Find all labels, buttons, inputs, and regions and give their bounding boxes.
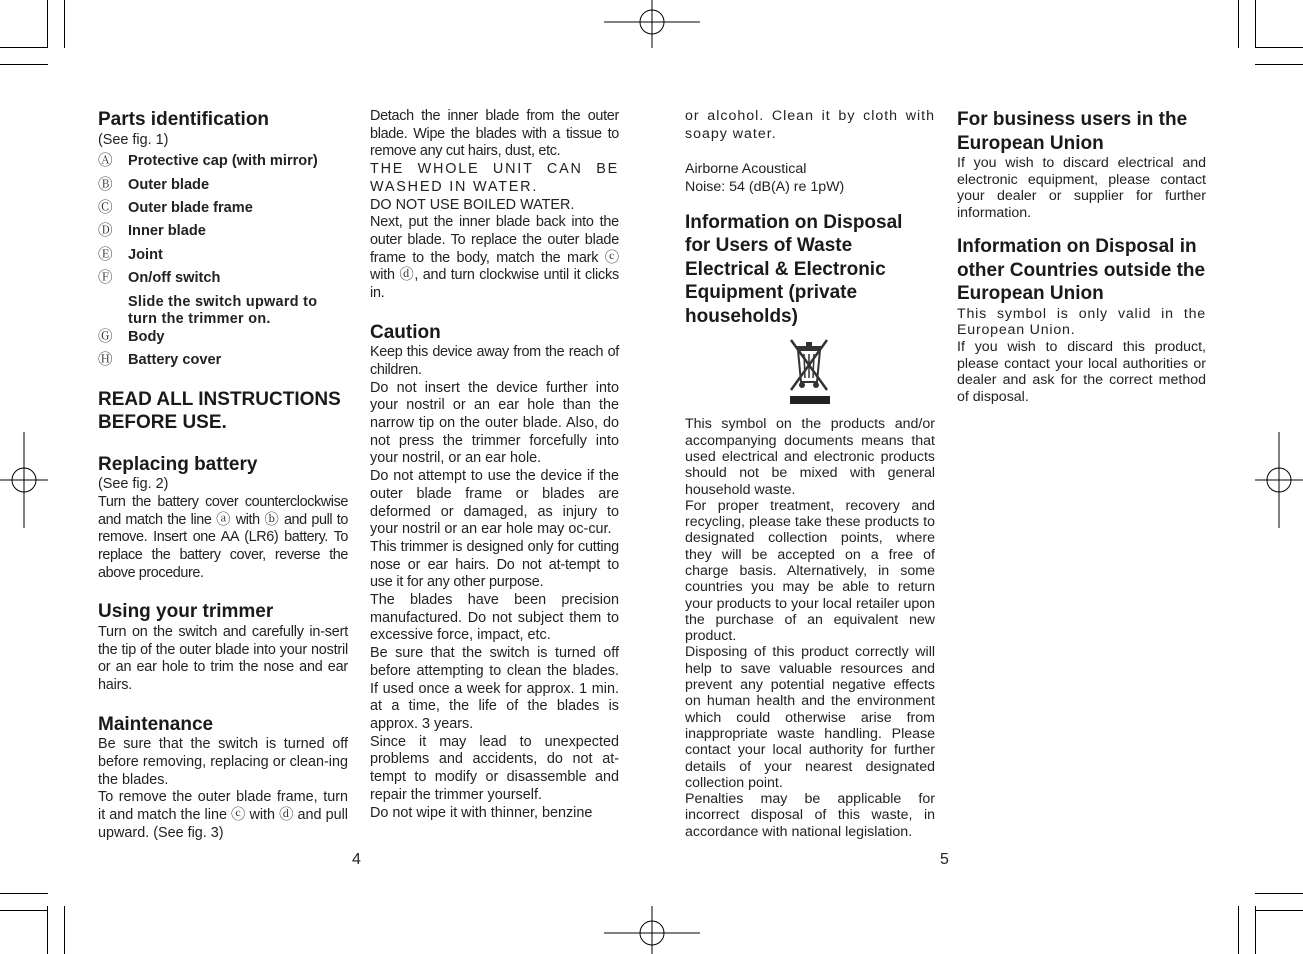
column-1 bbox=[98, 108, 348, 842]
caution-item: Be sure that the switch is turned off before attempting to clean the blades. If used once a week for approx. 1 min. at a time, the life of the blades is approx. 3 years. bbox=[370, 645, 619, 732]
column-3 bbox=[685, 108, 935, 840]
caution-item: This trimmer is designed only for cutting nose or ear hairs. Do not at-tempt to use it for any other purpose. bbox=[370, 538, 619, 591]
battery-ref: (See fig. 2) bbox=[98, 476, 169, 493]
business-title: For business users in the European Union bbox=[957, 109, 1188, 154]
caution-item: Keep this device away from the reach of children. bbox=[370, 344, 619, 378]
detach-text: Detach the inner blade from the outer blade. Wipe the blades with a tissue to remove any cut hairs, dust, etc. bbox=[370, 108, 619, 160]
registration-mark-left bbox=[0, 432, 48, 528]
maintenance-text-1: Be sure that the switch is turned off before removing, replacing or clean-ing the blades. bbox=[98, 736, 348, 788]
disposal-item: Penalties may be applicable for incorrect disposal of this waste, in accordance with national legislation. bbox=[685, 791, 935, 840]
caution-item: Do not wipe it with thinner, benzine bbox=[370, 804, 593, 821]
caution-item: Do not insert the device further into your nostril or an ear hole than the narrow tip on the outer blade. Also, do not press the trimmer forcefully into your nostril, or an ear hole. bbox=[370, 379, 619, 467]
continued-text: or alcohol. Clean it by cloth with soapy water. bbox=[685, 108, 935, 142]
next-text: Next, put the inner blade back into the outer blade. To replace the outer blade frame to the body, match the mark ⓒ with ⓓ, and turn clockwise until it clicks in. bbox=[370, 214, 619, 302]
list-item: Ⓓ Inner blade bbox=[98, 223, 206, 240]
other-countries-title: Information on Disposal in other Countries outside the European Union bbox=[957, 236, 1206, 305]
maintenance-text-2: To remove the outer blade frame, turn it and match the line ⓒ with ⓓ and pull upward. (See fig. 3) bbox=[98, 789, 348, 841]
registration-mark-bottom bbox=[604, 906, 700, 954]
registration-mark-top bbox=[604, 0, 700, 48]
disposal-item: This symbol on the products and/or accompanying documents means that used electrical and electronic products should not be mixed with general household waste. bbox=[685, 416, 935, 498]
noise-value: Noise: 54 (dB(A) re 1pW) bbox=[685, 179, 845, 196]
caution-item: Since it may lead to unexpected problems and accidents, do not at-tempt to modify or disassemble and repair the trimmer yourself. bbox=[370, 733, 619, 803]
registration-mark-right bbox=[1255, 432, 1303, 528]
no-boiled-text: DO NOT USE BOILED WATER. bbox=[370, 196, 575, 213]
noise-label: Airborne Acoustical bbox=[685, 161, 807, 178]
list-item: Ⓒ Outer blade frame bbox=[98, 199, 253, 216]
disposal-title: Information on Disposal for Users of Waste Electrical & Electronic Equipment (private households) bbox=[685, 211, 903, 327]
disposal-item: Disposing of this product correctly will help to save valuable resources and prevent any potential negative effects on human health and the environment which could otherwise arise from inappropriate waste handling. Please contact your local authority for further details of your nearest designated collection point. bbox=[685, 644, 935, 791]
list-item: Ⓕ On/off switch bbox=[98, 270, 221, 287]
read-all-heading: READ ALL INSTRUCTIONS BEFORE USE. bbox=[98, 388, 341, 434]
parts-list bbox=[98, 153, 348, 287]
list-item: Ⓔ Joint bbox=[98, 246, 163, 263]
caution-title: Caution bbox=[370, 321, 441, 343]
parts-title: Parts identification bbox=[98, 109, 270, 130]
list-item: Ⓑ Outer blade bbox=[98, 176, 210, 193]
parts-ref: (See fig. 1) bbox=[98, 131, 169, 148]
using-text: Turn on the switch and carefully in-sert the tip of the outer blade into your nostril or an ear hole to trim the nose and ear hairs. bbox=[98, 623, 348, 694]
page-number-right: 5 bbox=[940, 851, 949, 868]
other-countries-text-2: If you wish to discard this product, please contact your local authorities or dealer and ask for the correct method of disposal. bbox=[957, 339, 1206, 405]
crossed-out-bin-icon bbox=[787, 336, 833, 406]
caution-item: Do not attempt to use the device if the outer blade frame or blades are deformed or damaged, as injury to your nostril or an ear hole may oc-cur. bbox=[370, 468, 619, 538]
battery-title: Replacing battery bbox=[98, 453, 258, 475]
parts-list-2 bbox=[98, 329, 348, 370]
caution-item: The blades have been precision manufactured. Do not subject them to excessive force, impact, etc. bbox=[370, 592, 619, 644]
washed-text: THE WHOLE UNIT CAN BE WASHED IN WATER. bbox=[370, 161, 619, 195]
disposal-item: For proper treatment, recovery and recycling, please take these products to designated collection points, where they will be accepted on a free of charge basis. Alternatively, in some countries you may be able to return your products to your local retailer upon the purchase of an equivalent new product. bbox=[685, 497, 935, 645]
list-item: Ⓗ Battery cover bbox=[98, 352, 222, 369]
list-item: Ⓐ Protective cap (with mirror) bbox=[98, 153, 318, 170]
using-title: Using your trimmer bbox=[98, 601, 274, 623]
page-number-left: 4 bbox=[352, 851, 361, 868]
maintenance-title: Maintenance bbox=[98, 713, 214, 735]
column-2 bbox=[370, 108, 619, 822]
column-4 bbox=[957, 108, 1206, 405]
list-item: Ⓖ Body bbox=[98, 328, 165, 345]
battery-text: Turn the battery cover counterclockwise and match the line ⓐ with ⓑ and pull to remove. Insert one AA (LR6) battery. To replace the battery cover, reverse the above procedure. bbox=[98, 493, 348, 581]
switch-note: Slide the switch upward to turn the trimmer on. bbox=[128, 293, 318, 328]
business-text: If you wish to discard electrical and electronic equipment, please contact your dealer or supplier for further information. bbox=[957, 155, 1206, 221]
other-countries-text-1: This symbol is only valid in the European Union. bbox=[957, 305, 1206, 339]
